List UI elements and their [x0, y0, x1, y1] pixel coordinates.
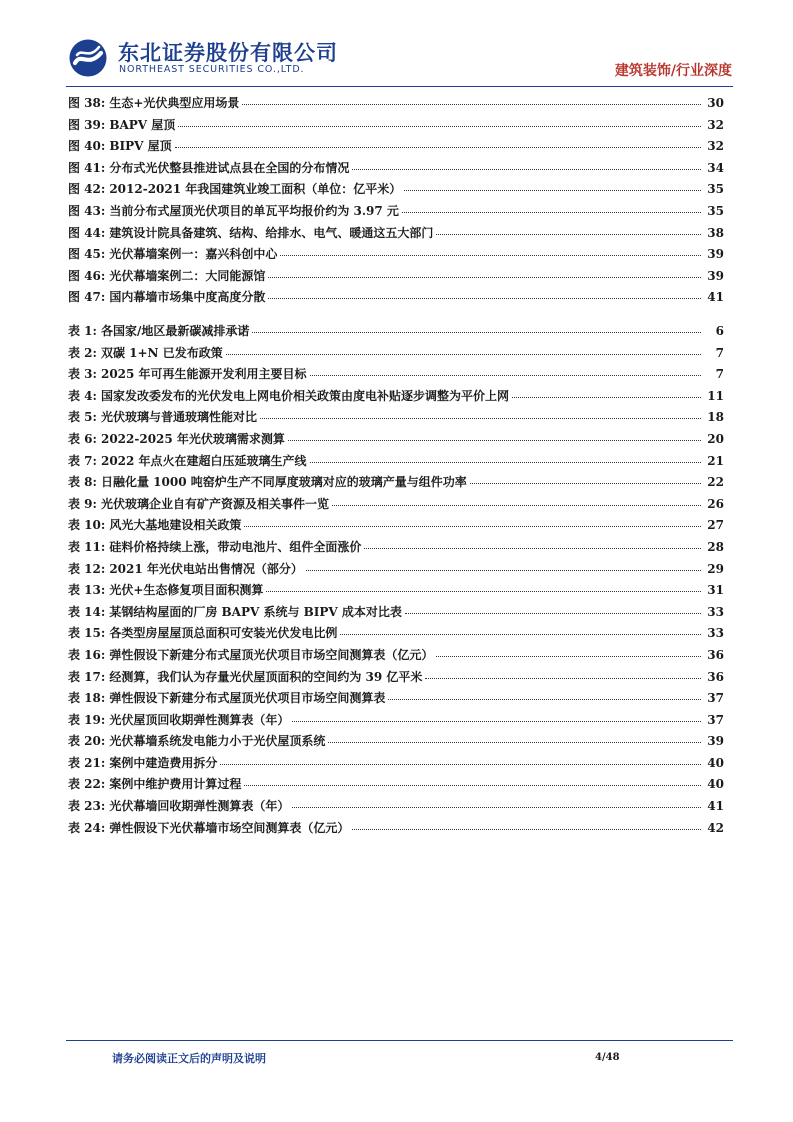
table-label: 表 10:	[68, 518, 106, 533]
dot-leader	[364, 548, 701, 549]
figure-entry[interactable]	[68, 137, 724, 159]
header-divider	[66, 86, 733, 87]
figure-title: 光伏幕墙案例二：大同能源馆	[109, 268, 266, 283]
table-entry[interactable]	[68, 538, 724, 560]
table-label: 表 2:	[68, 345, 97, 360]
company-name-chinese: 东北证券股份有限公司	[118, 41, 338, 65]
figure-label: 图 44:	[68, 225, 106, 240]
dot-leader	[260, 418, 701, 419]
table-title: 光伏屋顶回收期弹性测算表（年）	[109, 712, 290, 727]
figure-page-number: 34	[707, 160, 724, 175]
table-label: 表 12:	[68, 561, 106, 576]
figure-entry[interactable]	[68, 288, 724, 310]
table-page-number: 36	[707, 669, 724, 684]
table-entry[interactable]	[68, 711, 724, 733]
table-title: 弹性假设下新建分布式屋顶光伏项目市场空间测算表	[109, 691, 386, 706]
table-title: 双碳 1+N 已发布政策	[100, 345, 223, 360]
table-entry[interactable]	[68, 322, 724, 344]
table-page-number: 28	[707, 539, 724, 554]
table-entry[interactable]	[68, 452, 724, 474]
dot-leader	[328, 742, 701, 743]
dot-leader	[306, 570, 701, 571]
table-title: 国家发改委发布的光伏发电上网电价相关政策由度电补贴逐步调整为平价上网	[100, 388, 509, 403]
table-label: 表 14:	[68, 604, 106, 619]
table-page-number: 26	[707, 496, 724, 511]
table-label: 表 13:	[68, 583, 106, 598]
dot-leader	[244, 785, 701, 786]
table-page-number: 18	[707, 410, 724, 425]
figure-entry[interactable]	[68, 159, 724, 181]
table-page-number: 37	[707, 691, 724, 706]
table-label: 表 9:	[68, 496, 97, 511]
table-page-number: 21	[707, 453, 724, 468]
table-page-number: 40	[707, 777, 724, 792]
figure-title: 建筑设计院具备建筑、结构、给排水、电气、暖通这五大部门	[109, 225, 434, 240]
table-entry[interactable]	[68, 624, 724, 646]
dot-leader	[470, 483, 701, 484]
table-label: 表 23:	[68, 799, 106, 814]
figure-page-number: 41	[707, 290, 724, 305]
figure-label: 图 41:	[68, 160, 106, 175]
dot-leader	[310, 375, 701, 376]
table-entry[interactable]	[68, 365, 724, 387]
disclaimer-notice: 请务必阅读正文后的声明及说明	[112, 1052, 266, 1065]
table-entry[interactable]	[68, 775, 724, 797]
figure-title: BAPV 屋顶	[109, 117, 176, 132]
dot-leader	[425, 678, 701, 679]
table-page-number: 7	[715, 345, 724, 360]
figure-page-number: 32	[707, 117, 724, 132]
dot-leader	[178, 126, 701, 127]
table-title: 2022 年点火在建超白压延玻璃生产线	[100, 453, 307, 468]
report-category: 建筑装饰/行业深度	[614, 63, 732, 79]
dot-leader	[226, 354, 701, 355]
table-title: 光伏幕墙回收期弹性测算表（年）	[109, 799, 290, 814]
dot-leader	[405, 613, 701, 614]
figure-page-number: 39	[707, 268, 724, 283]
table-label: 表 7:	[68, 453, 97, 468]
table-label: 表 11:	[68, 539, 106, 554]
dot-leader	[332, 505, 701, 506]
dot-leader	[404, 190, 701, 191]
figure-label: 图 46:	[68, 268, 106, 283]
table-page-number: 11	[707, 388, 724, 403]
table-page-number: 42	[707, 820, 724, 835]
figure-title: 当前分布式屋顶光伏项目的单瓦平均报价约为 3.97 元	[109, 203, 399, 218]
figure-title: 分布式光伏整县推进试点县在全国的分布情况	[109, 160, 350, 175]
table-entry[interactable]	[68, 516, 724, 538]
dot-leader	[268, 277, 701, 278]
table-entry[interactable]	[68, 560, 724, 582]
dot-leader	[436, 234, 701, 235]
table-title: 光伏幕墙系统发电能力小于光伏屋顶系统	[109, 734, 326, 749]
dot-leader	[244, 526, 701, 527]
figure-title: BIPV 屋顶	[109, 139, 172, 154]
figure-label: 图 42:	[68, 182, 106, 197]
dot-leader	[266, 591, 701, 592]
table-label: 表 15:	[68, 626, 106, 641]
table-title: 各类型房屋屋顶总面积可安装光伏发电比例	[109, 626, 338, 641]
table-entry[interactable]	[68, 754, 724, 776]
table-label: 表 16:	[68, 647, 106, 662]
table-entry[interactable]	[68, 668, 724, 690]
table-label: 表 20:	[68, 734, 106, 749]
dot-leader	[512, 397, 701, 398]
table-label: 表 4:	[68, 388, 97, 403]
table-label: 表 17:	[68, 669, 106, 684]
page-header	[66, 34, 732, 84]
table-page-number: 29	[707, 561, 724, 576]
table-entry[interactable]	[68, 408, 724, 430]
table-entry[interactable]	[68, 689, 724, 711]
table-page-number: 36	[707, 647, 724, 662]
table-label: 表 19:	[68, 712, 106, 727]
table-page-number: 20	[707, 431, 724, 446]
table-entry[interactable]	[68, 344, 724, 366]
table-title: 经测算，我们认为存量光伏屋顶面积的空间约为 39 亿平米	[109, 669, 423, 684]
table-label: 表 22:	[68, 777, 106, 792]
table-entry[interactable]	[68, 603, 724, 625]
dot-leader	[242, 104, 701, 105]
table-title: 2025 年可再生能源开发利用主要目标	[100, 367, 307, 382]
figure-page-number: 38	[707, 225, 724, 240]
dot-leader	[220, 764, 701, 765]
table-title: 各国家/地区最新碳减排承诺	[100, 324, 250, 338]
dot-leader	[175, 147, 701, 148]
table-page-number: 31	[707, 583, 724, 598]
table-entry[interactable]	[68, 495, 724, 517]
dot-leader	[402, 212, 701, 213]
figure-entry[interactable]	[68, 116, 724, 138]
table-page-number: 7	[715, 367, 724, 382]
figure-page-number: 35	[707, 182, 724, 197]
table-label: 表 5:	[68, 410, 97, 425]
dot-leader	[436, 656, 701, 657]
figure-entry[interactable]	[68, 224, 724, 246]
table-title: 光伏+生态修复项目面积测算	[109, 583, 264, 598]
table-label: 表 6:	[68, 431, 97, 446]
table-title: 光伏玻璃与普通玻璃性能对比	[100, 410, 257, 425]
figure-label: 图 39:	[68, 117, 106, 132]
page-number: 4/48	[595, 1052, 620, 1063]
table-title: 2022-2025 年光伏玻璃需求测算	[100, 431, 285, 446]
table-page-number: 6	[715, 324, 724, 338]
table-label: 表 3:	[68, 367, 97, 382]
footer-divider	[66, 1040, 733, 1041]
table-entry[interactable]	[68, 387, 724, 409]
figure-title: 2012-2021 年我国建筑业竣工面积（单位：亿平米）	[109, 182, 402, 197]
dot-leader	[388, 699, 701, 700]
figure-label: 图 45:	[68, 247, 106, 262]
table-page-number: 27	[707, 518, 724, 533]
table-title: 弹性假设下光伏幕墙市场空间测算表（亿元）	[109, 820, 350, 835]
table-title: 2021 年光伏电站出售情况（部分）	[109, 561, 303, 576]
figure-label: 图 47:	[68, 290, 106, 305]
dot-leader	[352, 829, 701, 830]
table-title: 案例中建造费用拆分	[109, 755, 218, 770]
figure-entry[interactable]	[68, 180, 724, 202]
northeast-securities-logo-icon	[68, 38, 108, 78]
figure-entry[interactable]	[68, 245, 724, 267]
table-entry[interactable]	[68, 797, 724, 819]
figure-title: 国内幕墙市场集中度高度分散	[109, 290, 266, 305]
dot-leader	[292, 721, 701, 722]
table-label: 表 1:	[68, 324, 97, 338]
table-title: 弹性假设下新建分布式屋顶光伏项目市场空间测算表（亿元）	[109, 647, 434, 662]
table-label: 表 21:	[68, 755, 106, 770]
table-title: 光伏玻璃企业自有矿产资源及相关事件一览	[100, 496, 329, 511]
table-page-number: 37	[707, 712, 724, 727]
table-label: 表 8:	[68, 475, 97, 490]
company-name-english: NORTHEAST SECURITIES CO.,LTD.	[119, 64, 305, 75]
table-page-number: 41	[707, 799, 724, 814]
figure-title: 光伏幕墙案例一：嘉兴科创中心	[109, 247, 278, 262]
dot-leader	[292, 807, 701, 808]
figure-label: 图 43:	[68, 203, 106, 218]
figure-page-number: 30	[707, 96, 724, 110]
dot-leader	[340, 634, 701, 635]
figure-entry[interactable]	[68, 94, 724, 116]
dot-leader	[268, 298, 701, 299]
figure-label: 图 38:	[68, 96, 106, 110]
figure-title: 生态+光伏典型应用场景	[109, 96, 240, 110]
table-title: 风光大基地建设相关政策	[109, 518, 242, 533]
table-title: 案例中维护费用计算过程	[109, 777, 242, 792]
table-page-number: 33	[707, 604, 724, 619]
table-label: 表 18:	[68, 691, 106, 706]
figure-entry[interactable]	[68, 202, 724, 224]
figure-page-number: 32	[707, 139, 724, 154]
table-label: 表 24:	[68, 820, 106, 835]
table-page-number: 40	[707, 755, 724, 770]
table-page-number: 39	[707, 734, 724, 749]
dot-leader	[310, 462, 701, 463]
table-page-number: 33	[707, 626, 724, 641]
table-title: 某钢结构屋面的厂房 BAPV 系统与 BIPV 成本对比表	[109, 604, 402, 619]
table-entry[interactable]	[68, 646, 724, 668]
figure-page-number: 39	[707, 247, 724, 262]
table-entry[interactable]	[68, 819, 724, 841]
table-list	[68, 322, 724, 840]
figure-entry[interactable]	[68, 267, 724, 289]
table-title: 日融化量 1000 吨窑炉生产不同厚度玻璃对应的玻璃产量与组件功率	[100, 475, 467, 490]
table-entry[interactable]	[68, 581, 724, 603]
table-entry[interactable]	[68, 430, 724, 452]
dot-leader	[252, 332, 701, 333]
figure-list	[68, 94, 724, 310]
dot-leader	[288, 440, 701, 441]
table-entry[interactable]	[68, 473, 724, 495]
table-title: 硅料价格持续上涨，带动电池片、组件全面涨价	[109, 539, 362, 554]
table-page-number: 22	[707, 475, 724, 490]
figure-page-number: 35	[707, 203, 724, 218]
table-entry[interactable]	[68, 732, 724, 754]
dot-leader	[280, 255, 701, 256]
dot-leader	[352, 169, 701, 170]
figure-label: 图 40:	[68, 139, 106, 154]
